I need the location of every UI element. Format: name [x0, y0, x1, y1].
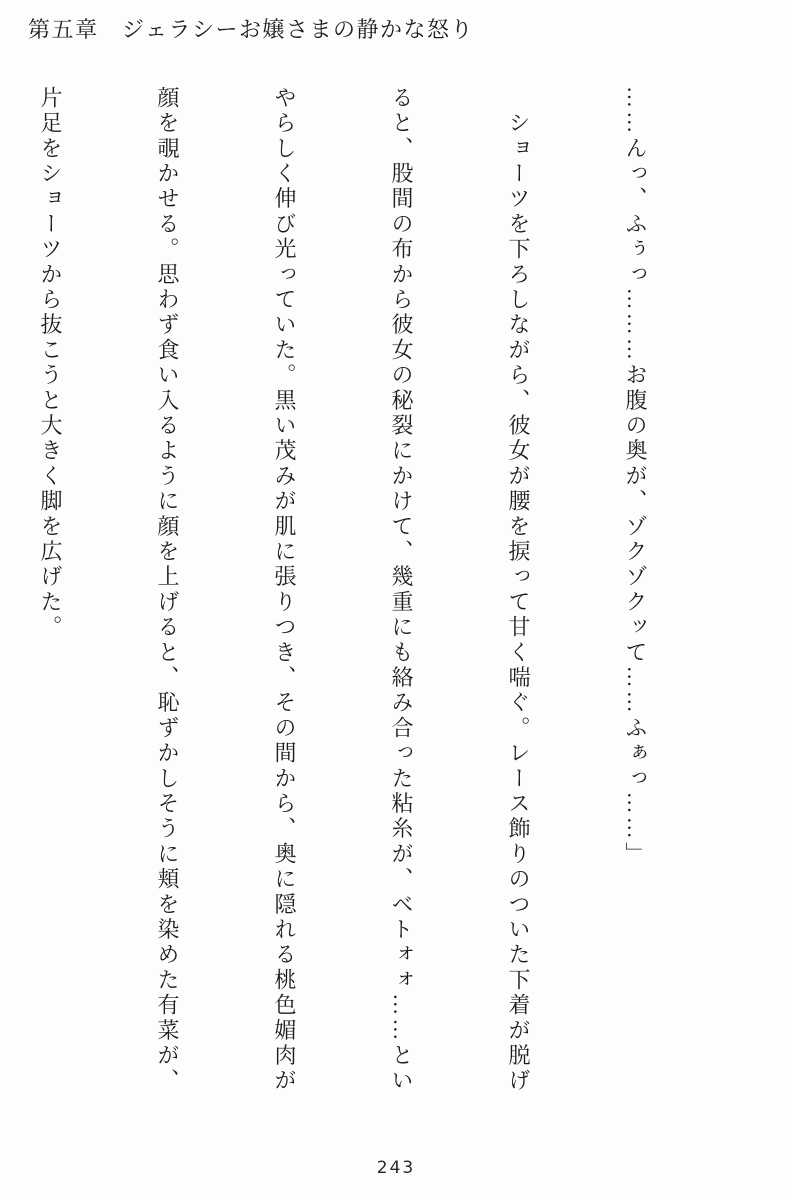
body-text-block — [0, 86, 733, 1114]
text-line: やらしく伸び光っていた。黒い茂みが肌に張りつき、その間から、奥に隠れる桃色媚肉が — [272, 86, 297, 1094]
text-line: ……んっ、ふぅっ………お腹の奥が、ゾクゾクッて……ふぁっ……」 — [623, 86, 648, 868]
page-number: 243 — [376, 1158, 416, 1178]
text-line: ると、股間の布から彼女の秘裂にかけて、幾重にも絡み合った粘糸が、ベトォォ……とい — [389, 86, 414, 1094]
text-line: ショーツを下ろしながら、彼女が腰を捩って甘く喘ぐ。レース飾りのついた下着が脱げ — [506, 86, 531, 1095]
chapter-title: 第五章 ジェラシーお嬢さまの静かな怒り — [28, 17, 475, 42]
text-line: 顔を覗かせる。思わず食い入るように顔を上げると、恥ずかしそうに頬を染めた有菜が、 — [155, 86, 180, 1094]
text-line: 片足をショーツから抜こうと大きく脚を広げた。 — [38, 86, 63, 641]
